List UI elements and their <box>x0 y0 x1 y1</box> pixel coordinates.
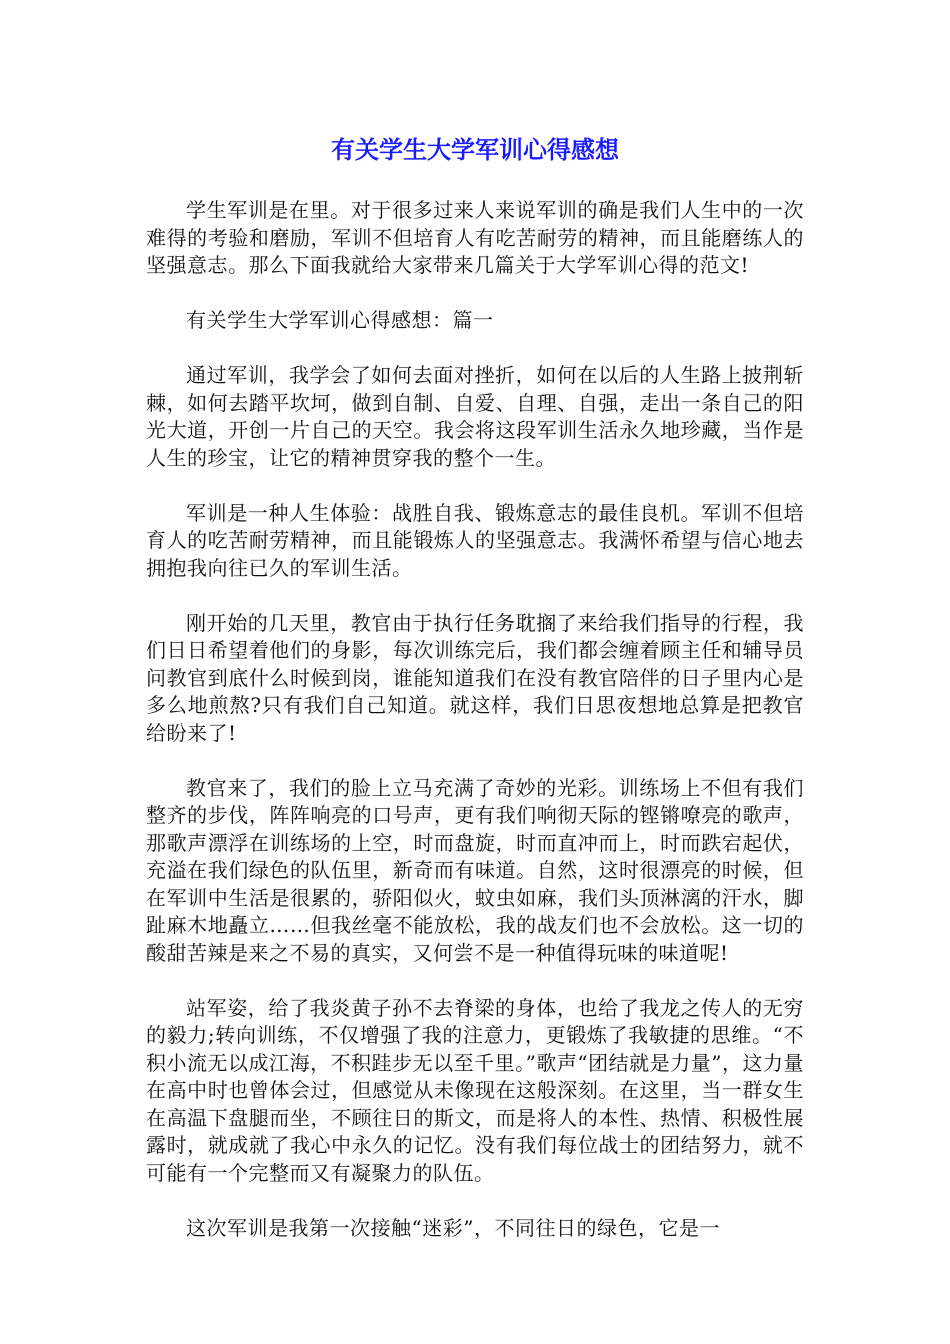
section-heading: 有关学生大学军训心得感想：篇一 <box>186 308 494 332</box>
paragraph: 刚开始的几天里，教官由于执行任务耽搁了来给我们指导的行程，我们日日希望着他们的身影，每次训练完后，我们都会缠着顾主任和辅导员问教官到底什么时候到岗，谁能知道我们在没有教官陪伴的日子里内心是多么地煎熬?只有我们自己知道。就这样，我们日思夜想地总算是把教官给盼来了! <box>146 610 804 745</box>
paragraph: 军训是一种人生体验：战胜自我、锻炼意志的最佳良机。军训不但培育人的吃苦耐劳精神，而且能锻炼人的坚强意志。我满怀希望与信心地去拥抱我向往已久的军训生活。 <box>146 500 804 580</box>
document-body <box>146 197 804 1270</box>
paragraph: 教官来了，我们的脸上立马充满了奇妙的光彩。训练场上不但有我们整齐的步伐，阵阵响亮的口号声，更有我们响彻天际的铿锵嘹亮的歌声，那歌声漂浮在训练场的上空，时而盘旋，时而直冲而上，时而跌宕起伏，充溢在我们绿色的队伍里，新奇而有味道。自然，这时很漂亮的时候，但在军训中生活是很累的，骄阳似火，蚊虫如麻，我们头顶淋漓的汗水，脚趾麻木地矗立……但我丝毫不能放松，我的战友们也不会放松。这一切的酸甜苦辣是来之不易的真实，又何尝不是一种值得玩味的味道呢! <box>146 775 804 965</box>
paragraph-intro: 学生军训是在里。对于很多过来人来说军训的确是我们人生中的一次难得的考验和磨励，军训不但培育人有吃苦耐劳的精神，而且能磨练人的坚强意志。那么下面我就给大家带来几篇关于大学军训心得的范文! <box>146 198 804 277</box>
paragraph: 站军姿，给了我炎黄子孙不去脊梁的身体，也给了我龙之传人的无穷的毅力;转向训练，不仅增强了我的注意力，更锻炼了我敏捷的思维。“不积小流无以成江海，不积跬步无以至千里。”歌声“团结就是力量”，这力量在高中时也曾体会过，但感觉从未像现在这般深刻。在这里，当一群女生在高温下盘腿而坐，不顾往日的斯文，而是将人的本性、热情、积极性展露时，就成就了我心中永久的记忆。没有我们每位战士的团结努力，就不可能有一个完整而又有凝聚力的队伍。 <box>146 995 804 1185</box>
document-title: 有关学生大学军训心得感想 <box>331 136 619 164</box>
paragraph: 这次军训是我第一次接触“迷彩”，不同往日的绿色，它是一 <box>186 1215 720 1240</box>
paragraph: 通过军训，我学会了如何去面对挫折，如何在以后的人生路上披荆斩棘，如何去踏平坎坷，做到自制、自爱、自理、自强，走出一条自己的阳光大道，开创一片自己的天空。我会将这段军训生活永久地珍藏，当作是人生的珍宝，让它的精神贯穿我的整个一生。 <box>146 363 804 470</box>
